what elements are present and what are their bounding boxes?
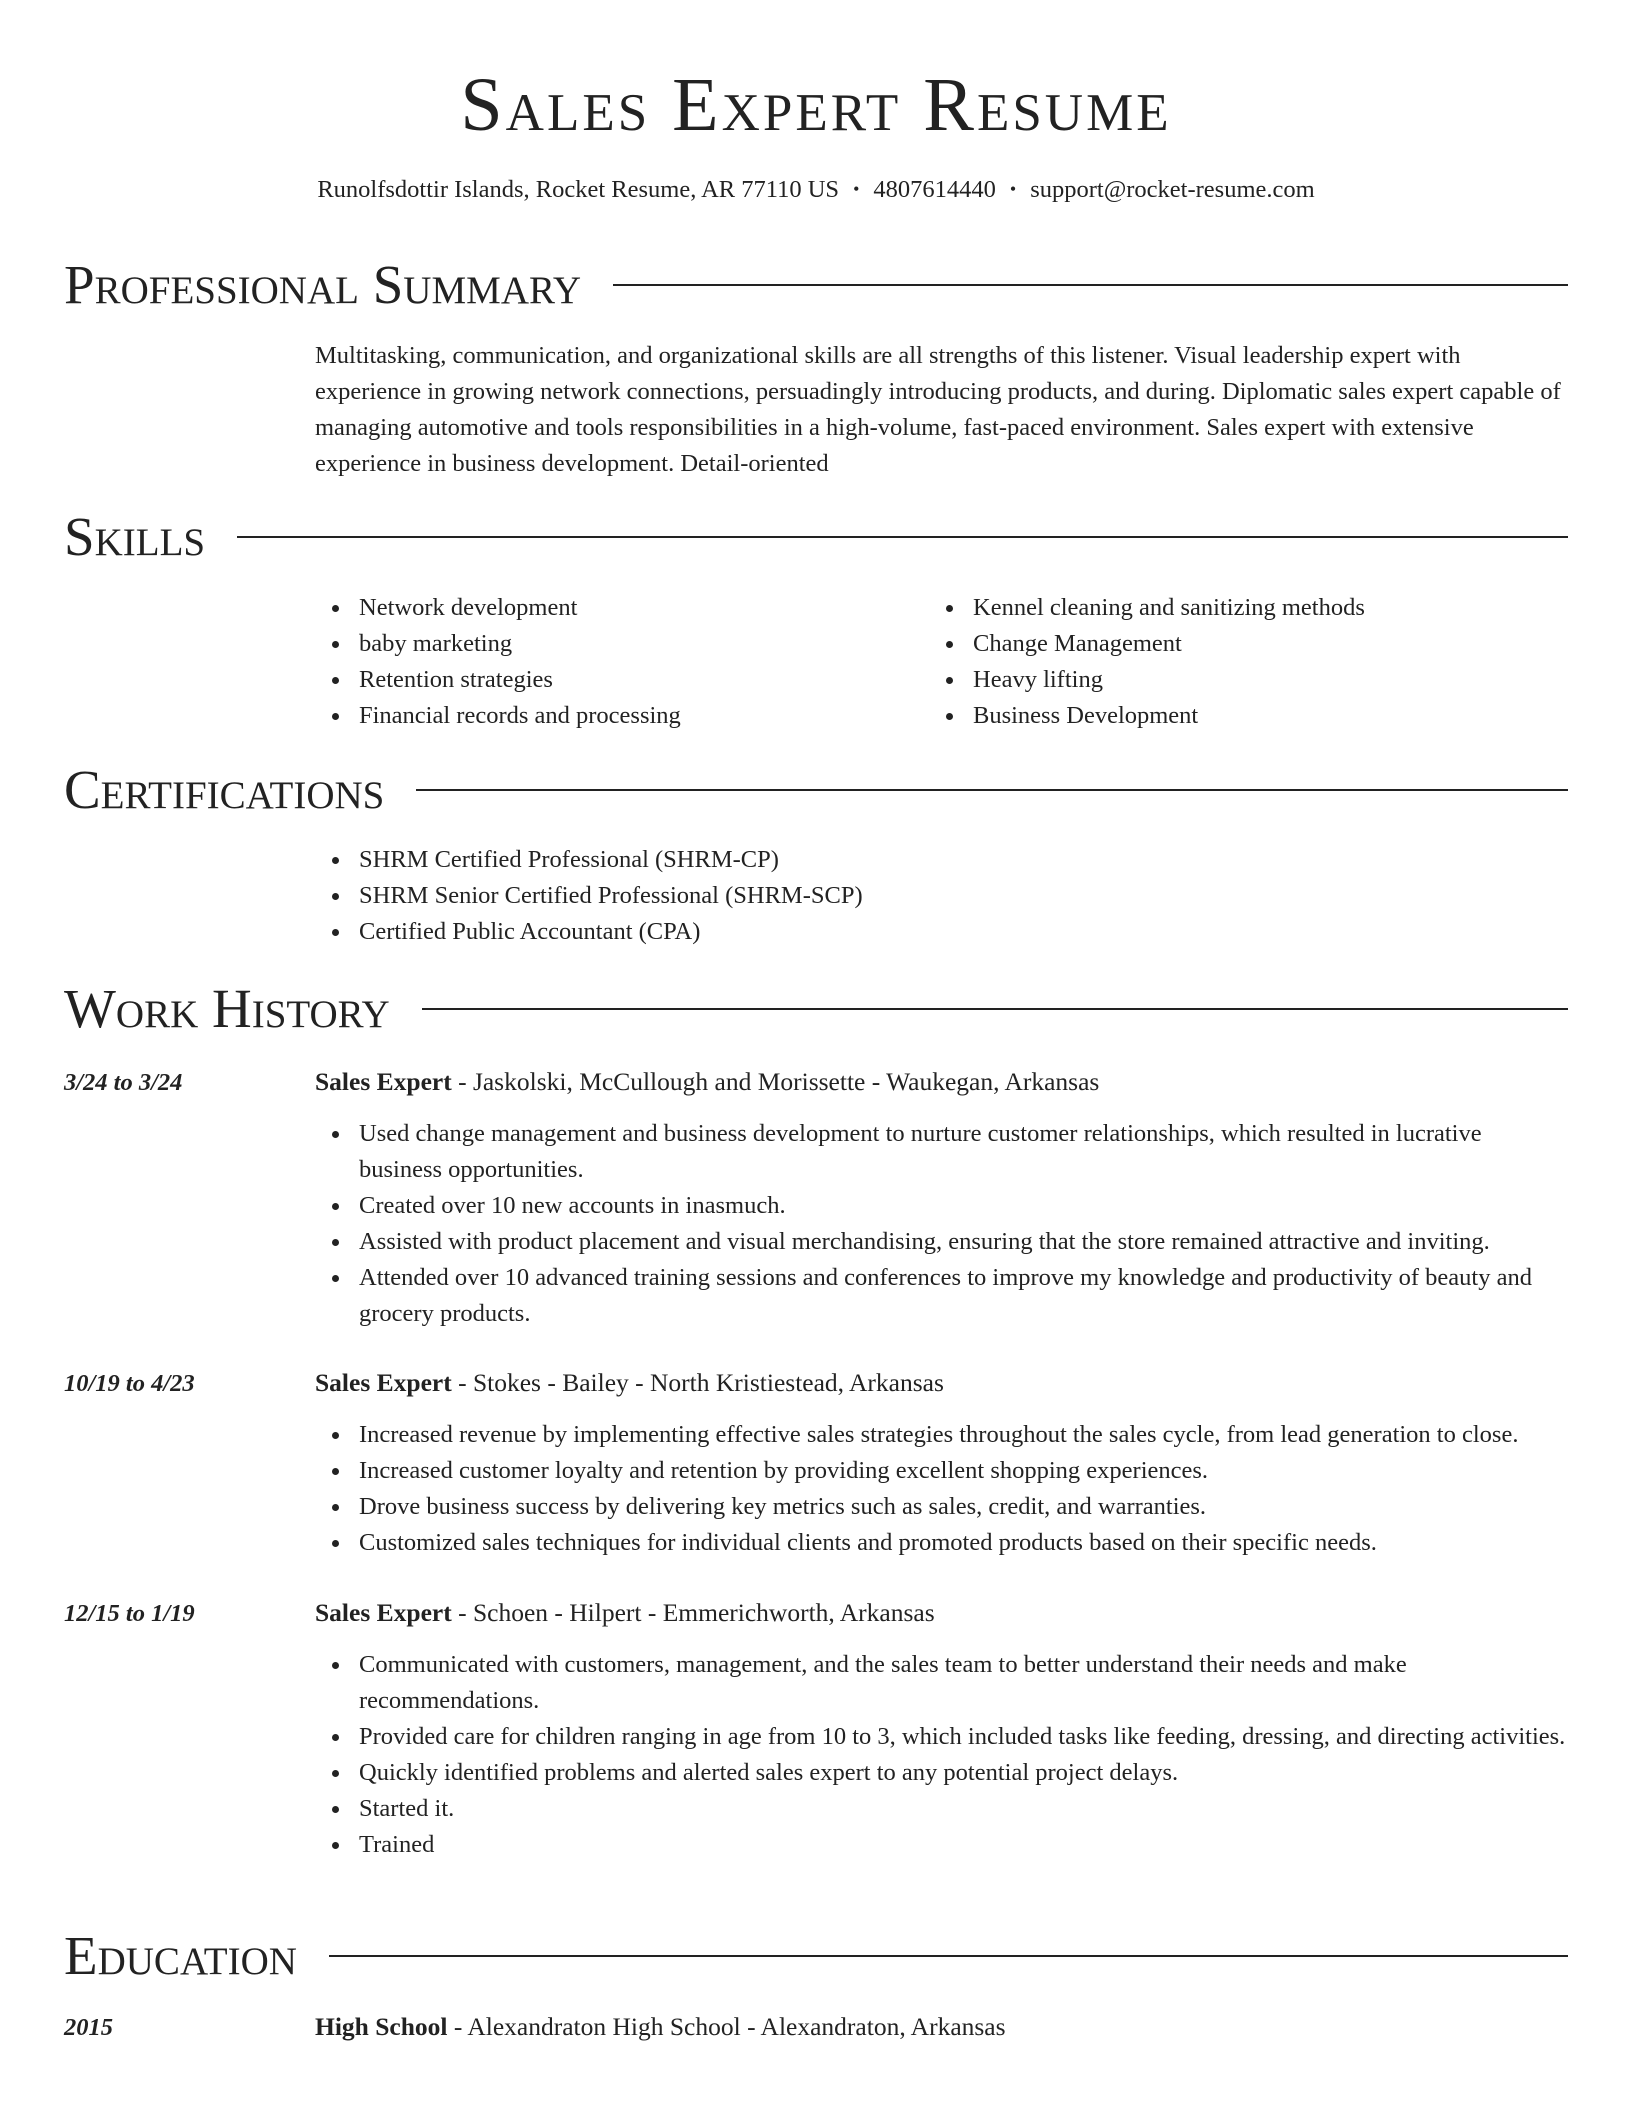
job-bullet: Increased revenue by implementing effective sales strategies throughout the sales cycle, from lead generation to close. [359,1417,1569,1453]
job-bullet: Attended over 10 advanced training sessions and conferences to improve my knowledge and productivity of beauty and grocery products. [359,1260,1569,1332]
education-degree: High School [315,2012,448,2041]
skill-item: Change Management [973,626,1569,662]
job-bullet: Increased customer loyalty and retention by providing excellent shopping experiences. [359,1453,1569,1489]
job-details: - Schoen - Hilpert - Emmerichworth, Arkansas [451,1598,935,1627]
contact-phone: 4807614440 [873,176,996,203]
resume-title: Sales Expert Resume [460,63,1172,147]
job-role: Sales Expert [315,1368,452,1397]
job-heading [315,1064,1099,1100]
job-bullet: Started it. [359,1791,1569,1827]
skills-title: Skills [64,506,206,567]
summary-section-header [64,253,1568,317]
job-dates: 3/24 to 3/24 [64,1069,183,1096]
skills-list-left [315,590,915,734]
job-bullet: Used change management and business development to nurture customer relationships, which resulted in lucrative business opportunities. [359,1116,1569,1188]
section-divider [416,789,1568,791]
job-bullets-wrap [315,1116,1569,1332]
certifications-section-header [64,758,1568,822]
skill-item: baby marketing [359,626,915,662]
job-bullet: Communicated with customers, management, and the sales team to better understand their needs and make recommendations. [359,1647,1569,1719]
job-bullets-wrap [315,1647,1569,1863]
education-heading [315,2009,1006,2045]
skills-list-right [929,590,1569,734]
work-title: Work History [64,978,390,1039]
certification-item: Certified Public Accountant (CPA) [359,914,1569,950]
skill-item: Network development [359,590,915,626]
job-dates: 10/19 to 4/23 [64,1370,195,1397]
skills-column-left [315,590,915,734]
job-role: Sales Expert [315,1598,452,1627]
job-role: Sales Expert [315,1067,452,1096]
job-bullet: Drove business success by delivering key metrics such as sales, credit, and warranties. [359,1489,1569,1525]
section-divider [237,536,1568,538]
job-bullets-wrap [315,1417,1569,1561]
job-heading [315,1365,944,1401]
section-divider [329,1955,1568,1957]
work-section-header [64,977,1568,1041]
job-bullet: Created over 10 new accounts in inasmuch. [359,1188,1569,1224]
skill-item: Kennel cleaning and sanitizing methods [973,590,1569,626]
skill-item: Retention strategies [359,662,915,698]
section-divider [422,1008,1568,1010]
job-bullet: Trained [359,1827,1569,1863]
job-bullet: Quickly identified problems and alerted sales expert to any potential project delays. [359,1755,1569,1791]
education-details: - Alexandraton High School - Alexandraton, Arkansas [447,2012,1006,2041]
job-bullet: Customized sales techniques for individual clients and promoted products based on their specific needs. [359,1525,1569,1561]
contact-separator: • [853,179,860,199]
certifications-list [315,842,1569,950]
job-details: - Stokes - Bailey - North Kristiestead, Arkansas [451,1368,944,1397]
certification-item: SHRM Certified Professional (SHRM-CP) [359,842,1569,878]
contact-email: support@rocket-resume.com [1030,176,1315,203]
summary-text: Multitasking, communication, and organizational skills are all strengths of this listener. Visual leadership expert with experience in growing network connections, persuadingly introducing products, and during. Diplomatic sales expert capable of managing automotive and tools responsibilities in a high-volume, fast-paced environment. Sales expert with extensive experience in business development. Detail-oriented [315,342,1561,477]
summary-title: Professional Summary [64,254,582,315]
education-year: 2015 [64,2014,113,2041]
education-title: Education [64,1925,297,1986]
job-bullets [315,1647,1569,1863]
certifications-title: Certifications [64,759,385,820]
skill-item: Business Development [973,698,1569,734]
certifications-list-wrap [315,842,1569,950]
skill-item: Financial records and processing [359,698,915,734]
contact-address: Runolfsdottir Islands, Rocket Resume, AR 77110 US [317,176,840,203]
skills-column-right [929,590,1569,734]
job-dates: 12/15 to 1/19 [64,1600,195,1627]
job-bullet: Provided care for children ranging in age from 10 to 3, which included tasks like feeding, dressing, and directing activities. [359,1719,1569,1755]
job-heading [315,1595,935,1631]
section-divider [613,284,1568,286]
contact-line [0,174,1632,207]
education-section-header [64,1924,1568,1988]
contact-separator: • [1009,179,1017,199]
job-bullet: Assisted with product placement and visual merchandising, ensuring that the store remained attractive and inviting. [359,1224,1569,1260]
skill-item: Heavy lifting [973,662,1569,698]
job-bullets [315,1116,1569,1332]
certification-item: SHRM Senior Certified Professional (SHRM-SCP) [359,878,1569,914]
job-details: - Jaskolski, McCullough and Morissette - Waukegan, Arkansas [451,1067,1100,1096]
job-bullets [315,1417,1569,1561]
skills-section-header [64,505,1568,569]
